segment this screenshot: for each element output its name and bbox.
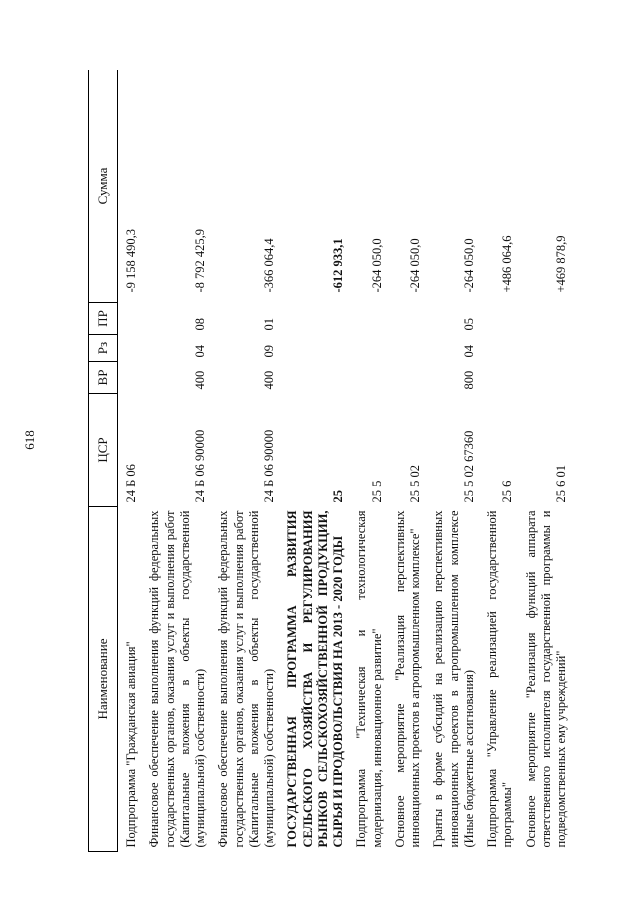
row-rz: [118, 335, 142, 362]
table-row: [279, 70, 348, 852]
row-pr: [387, 303, 426, 335]
row-sum: +486 064,6: [500, 235, 515, 293]
row-csr: 25: [331, 490, 345, 503]
row-name: Финансовое обеспечение выполнения функций федеральных государственных органов, оказания услуг и выполнения работ (Капитальные вложения в объекты государственной (муниципальной) собственности): [216, 510, 276, 848]
header-rz: Рз: [89, 335, 118, 362]
row-pr: 08: [193, 318, 207, 331]
row-rz: 04: [461, 345, 476, 358]
row-vr: 400: [262, 370, 276, 390]
table-row: [518, 70, 572, 852]
row-pr: [348, 303, 387, 335]
row-vr: [279, 362, 348, 394]
row-csr: 24 Б 06 90000: [193, 429, 207, 503]
table-row: [141, 70, 210, 852]
row-csr: 25 5 02 67360: [461, 430, 476, 503]
row-csr: 25 5: [369, 480, 384, 503]
row-sum: -264 050,0: [461, 238, 476, 293]
row-sum: +469 878,9: [554, 235, 568, 293]
row-name: Подпрограмма "Управление реализацией государственной программы": [485, 510, 515, 848]
header-pr: ПР: [89, 303, 118, 335]
rotated-content: [88, 70, 621, 852]
row-pr: 05: [461, 318, 476, 331]
row-rz: 09: [262, 345, 276, 358]
row-name: Основное мероприятие "Реализация перспективных инновационных проектов в агропромышленном комплексе": [392, 510, 422, 848]
table-row: [479, 70, 518, 852]
row-rz: [387, 335, 426, 362]
row-sum: -264 050,0: [369, 238, 384, 293]
row-rz: 04: [193, 345, 207, 358]
row-rz: [279, 335, 348, 362]
row-csr: 25 5 02: [408, 465, 422, 503]
row-csr: 24 Б 06 90000: [262, 429, 276, 503]
header-csr: ЦСР: [89, 394, 118, 507]
header-vr: ВР: [89, 362, 118, 394]
row-pr: [279, 303, 348, 335]
row-pr: [518, 303, 572, 335]
row-name: Подпрограмма "Гражданская авиация": [124, 641, 138, 848]
row-vr: [387, 362, 426, 394]
row-sum: -612 933,1: [331, 238, 345, 293]
table-header-row: [89, 70, 118, 852]
table-row: [210, 70, 279, 852]
row-name: Подпрограмма "Техническая и технологическая модернизация, инновационное развитие": [354, 510, 384, 848]
table-row: [425, 70, 479, 852]
header-sum: Сумма: [89, 70, 118, 303]
page-number: 618: [22, 430, 37, 450]
row-csr: 25 6 01: [554, 465, 568, 503]
row-rz: [479, 335, 518, 362]
row-name: Основное мероприятие "Реализация функций аппарата ответственного исполнителя государственной программы и подведомственных ему учреждений": [523, 510, 568, 848]
row-name: Гранты в форме субсидий на реализацию перспективных инновационных проектов в агропромышленном комплексе (Иные бюджетные ассигнования): [431, 510, 476, 848]
row-vr: [348, 362, 387, 394]
row-vr: [518, 362, 572, 394]
row-vr: [118, 362, 142, 394]
row-csr: 24 Б 06: [124, 464, 138, 503]
rotated-table-area: [88, 70, 621, 852]
row-vr: 800: [461, 370, 476, 390]
row-sum: -366 064,4: [262, 238, 276, 293]
table-row: [348, 70, 387, 852]
row-sum: -8 792 425,9: [193, 228, 207, 293]
row-vr: 400: [193, 370, 207, 390]
row-pr: [118, 303, 142, 335]
row-csr: 25 6: [500, 480, 515, 503]
row-vr: [479, 362, 518, 394]
row-sum: -264 050,0: [408, 238, 422, 293]
row-rz: [348, 335, 387, 362]
row-pr: 01: [262, 318, 276, 331]
header-name: Наименование: [89, 507, 118, 852]
row-sum: -9 158 490,3: [124, 228, 138, 293]
row-name: Финансовое обеспечение выполнения функций федеральных государственных органов, оказания услуг и выполнения работ (Капитальные вложения в объекты государственной (муниципальной) собственности): [147, 510, 207, 848]
row-rz: [518, 335, 572, 362]
row-pr: [479, 303, 518, 335]
row-name: ГОСУДАРСТВЕННАЯ ПРОГРАММА РАЗВИТИЯ СЕЛЬСКОГО ХОЗЯЙСТВА И РЕГУЛИРОВАНИЯ РЫНКОВ СЕЛЬСКОХОЗЯЙСТВЕННОЙ ПРОДУКЦИИ, СЫРЬЯ И ПРОДОВОЛЬСТВИЯ НА 2013 - 2020 ГОДЫ: [285, 510, 345, 848]
budget-table: [88, 70, 571, 852]
table-row: [118, 70, 142, 852]
table-row: [387, 70, 426, 852]
